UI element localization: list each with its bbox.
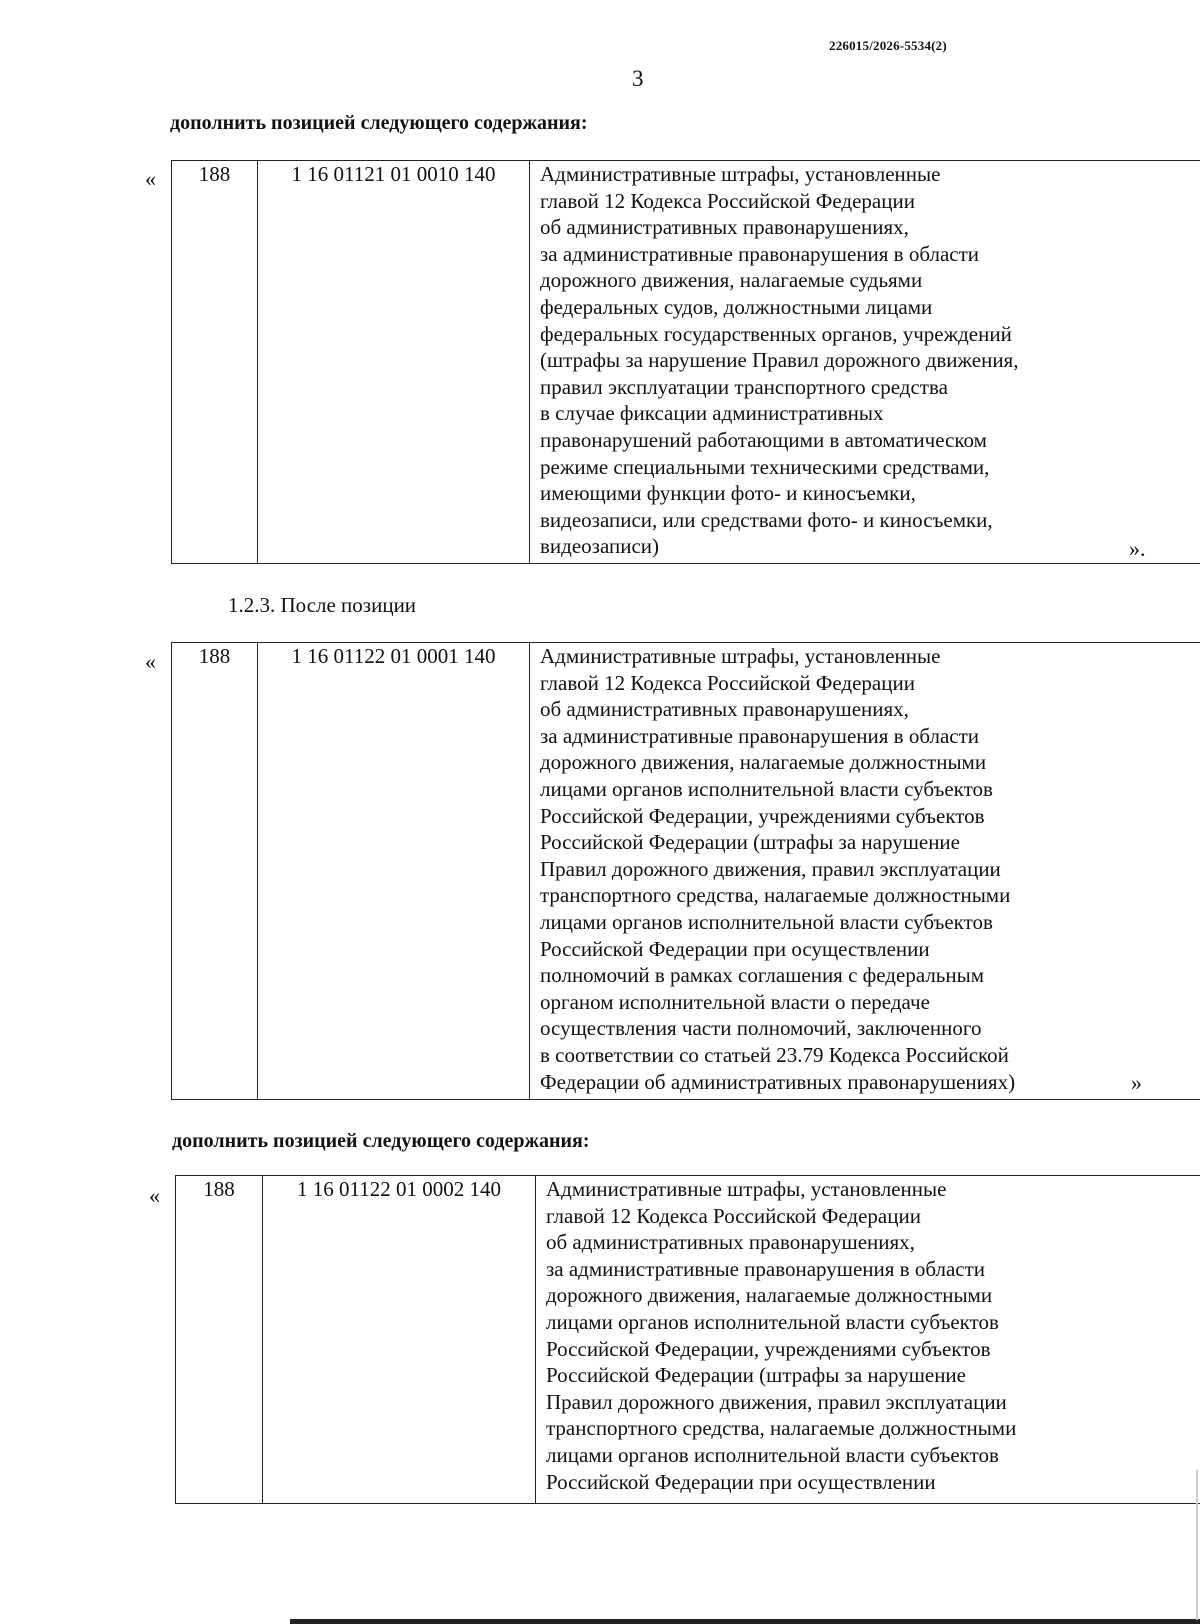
section3-table [175, 1175, 1200, 1504]
section1-open-quote: « [145, 166, 156, 191]
description-line: Российской Федерации при осуществлении [540, 936, 930, 961]
description-line: видеозаписи) [540, 534, 660, 559]
description-line: за административные правонарушения в области [546, 1256, 986, 1281]
description-cell [530, 161, 1200, 564]
description-line: лицами органов исполнительной власти субъектов [540, 909, 993, 934]
admin-code-cell: 188 [176, 1176, 263, 1504]
document-number: 226015/2026-5534(2) [829, 38, 947, 53]
description-line: Правил дорожного движения, правил эксплуатации [546, 1389, 1007, 1414]
description-cell [536, 1176, 1200, 1504]
admin-code-cell: 188 [172, 643, 258, 1100]
page-number: 3 [632, 66, 644, 91]
description-line: (штрафы за нарушение Правил дорожного движения, [540, 348, 1019, 373]
description-line: Правил дорожного движения, правил эксплуатации [540, 856, 1001, 881]
description-line: полномочий в рамках соглашения с федеральным [540, 963, 985, 988]
scan-edge-mark [1196, 1470, 1198, 1620]
description-line: органом исполнительной власти о передаче [540, 989, 930, 1014]
table-row [172, 161, 1200, 564]
description-line: имеющими функции фото- и киносъемки, [540, 481, 916, 506]
section1-table [171, 160, 1200, 564]
description-line: в случае фиксации административных [540, 401, 884, 426]
table-row [176, 1176, 1200, 1504]
description-line: Российской Федерации, учреждениями субъектов [540, 803, 985, 828]
section3-open-quote: « [149, 1183, 160, 1208]
description-line: об административных правонарушениях, [540, 215, 909, 240]
description-line: Административные штрафы, установленные [540, 162, 941, 186]
admin-code-cell: 188 [172, 161, 258, 564]
kbk-code-cell: 1 16 01122 01 0002 140 [263, 1176, 536, 1504]
description-line: федеральных судов, должностными лицами [540, 294, 933, 319]
section2-open-quote: « [145, 649, 156, 674]
description-line: режиме специальными техническими средствами, [540, 454, 990, 479]
description-line: Российской Федерации (штрафы за нарушение [546, 1363, 966, 1388]
section2-intro: 1.2.3. После позиции [228, 593, 417, 617]
description-line: главой 12 Кодекса Российской Федерации [546, 1203, 921, 1228]
section2-table [171, 642, 1200, 1100]
description-line: правил эксплуатации транспортного средства [540, 374, 948, 399]
kbk-code-cell: 1 16 01121 01 0010 140 [258, 161, 530, 564]
description-line: федеральных государственных органов, учреждений [540, 321, 1012, 346]
description-line: правонарушений работающими в автоматическом [540, 427, 987, 452]
section1-intro: дополнить позицией следующего содержания: [170, 112, 588, 134]
scan-edge-bar [290, 1619, 1200, 1624]
section2-close-quote: » [1131, 1070, 1142, 1095]
description-line: дорожного движения, налагаемые должностными [546, 1283, 993, 1308]
section3-intro: дополнить позицией следующего содержания: [172, 1130, 590, 1152]
description-line: об административных правонарушениях, [546, 1230, 915, 1255]
description-line: лицами органов исполнительной власти субъектов [540, 776, 993, 801]
description-line: транспортного средства, налагаемые должностными [546, 1416, 1017, 1441]
description-line: об административных правонарушениях, [540, 697, 909, 722]
description-line: лицами органов исполнительной власти субъектов [546, 1309, 999, 1334]
description-line: Федерации об административных правонарушениях) [540, 1069, 1016, 1094]
description-line: лицами органов исполнительной власти субъектов [546, 1442, 999, 1467]
kbk-code-cell: 1 16 01122 01 0001 140 [258, 643, 530, 1100]
description-line: дорожного движения, налагаемые судьями [540, 268, 923, 293]
description-line: видеозаписи, или средствами фото- и киносъемки, [540, 507, 993, 532]
section1-close-quote: ». [1129, 536, 1146, 561]
description-line: главой 12 Кодекса Российской Федерации [540, 188, 915, 213]
description-line: за административные правонарушения в области [540, 723, 980, 748]
description-line: Российской Федерации при осуществлении [546, 1469, 936, 1494]
description-line: главой 12 Кодекса Российской Федерации [540, 670, 915, 695]
description-line: Российской Федерации (штрафы за нарушение [540, 830, 960, 855]
description-line: транспортного средства, налагаемые должностными [540, 883, 1011, 908]
description-line: Административные штрафы, установленные [546, 1177, 947, 1201]
description-line: Административные штрафы, установленные [540, 644, 941, 668]
description-line: осуществления части полномочий, заключенного [540, 1016, 982, 1041]
description-cell [530, 643, 1200, 1100]
description-line: Российской Федерации, учреждениями субъектов [546, 1336, 991, 1361]
description-line: дорожного движения, налагаемые должностными [540, 750, 987, 775]
description-line: за административные правонарушения в области [540, 241, 980, 266]
description-line: в соответствии со статьей 23.79 Кодекса Российской [540, 1042, 1009, 1067]
table-row [172, 643, 1200, 1100]
